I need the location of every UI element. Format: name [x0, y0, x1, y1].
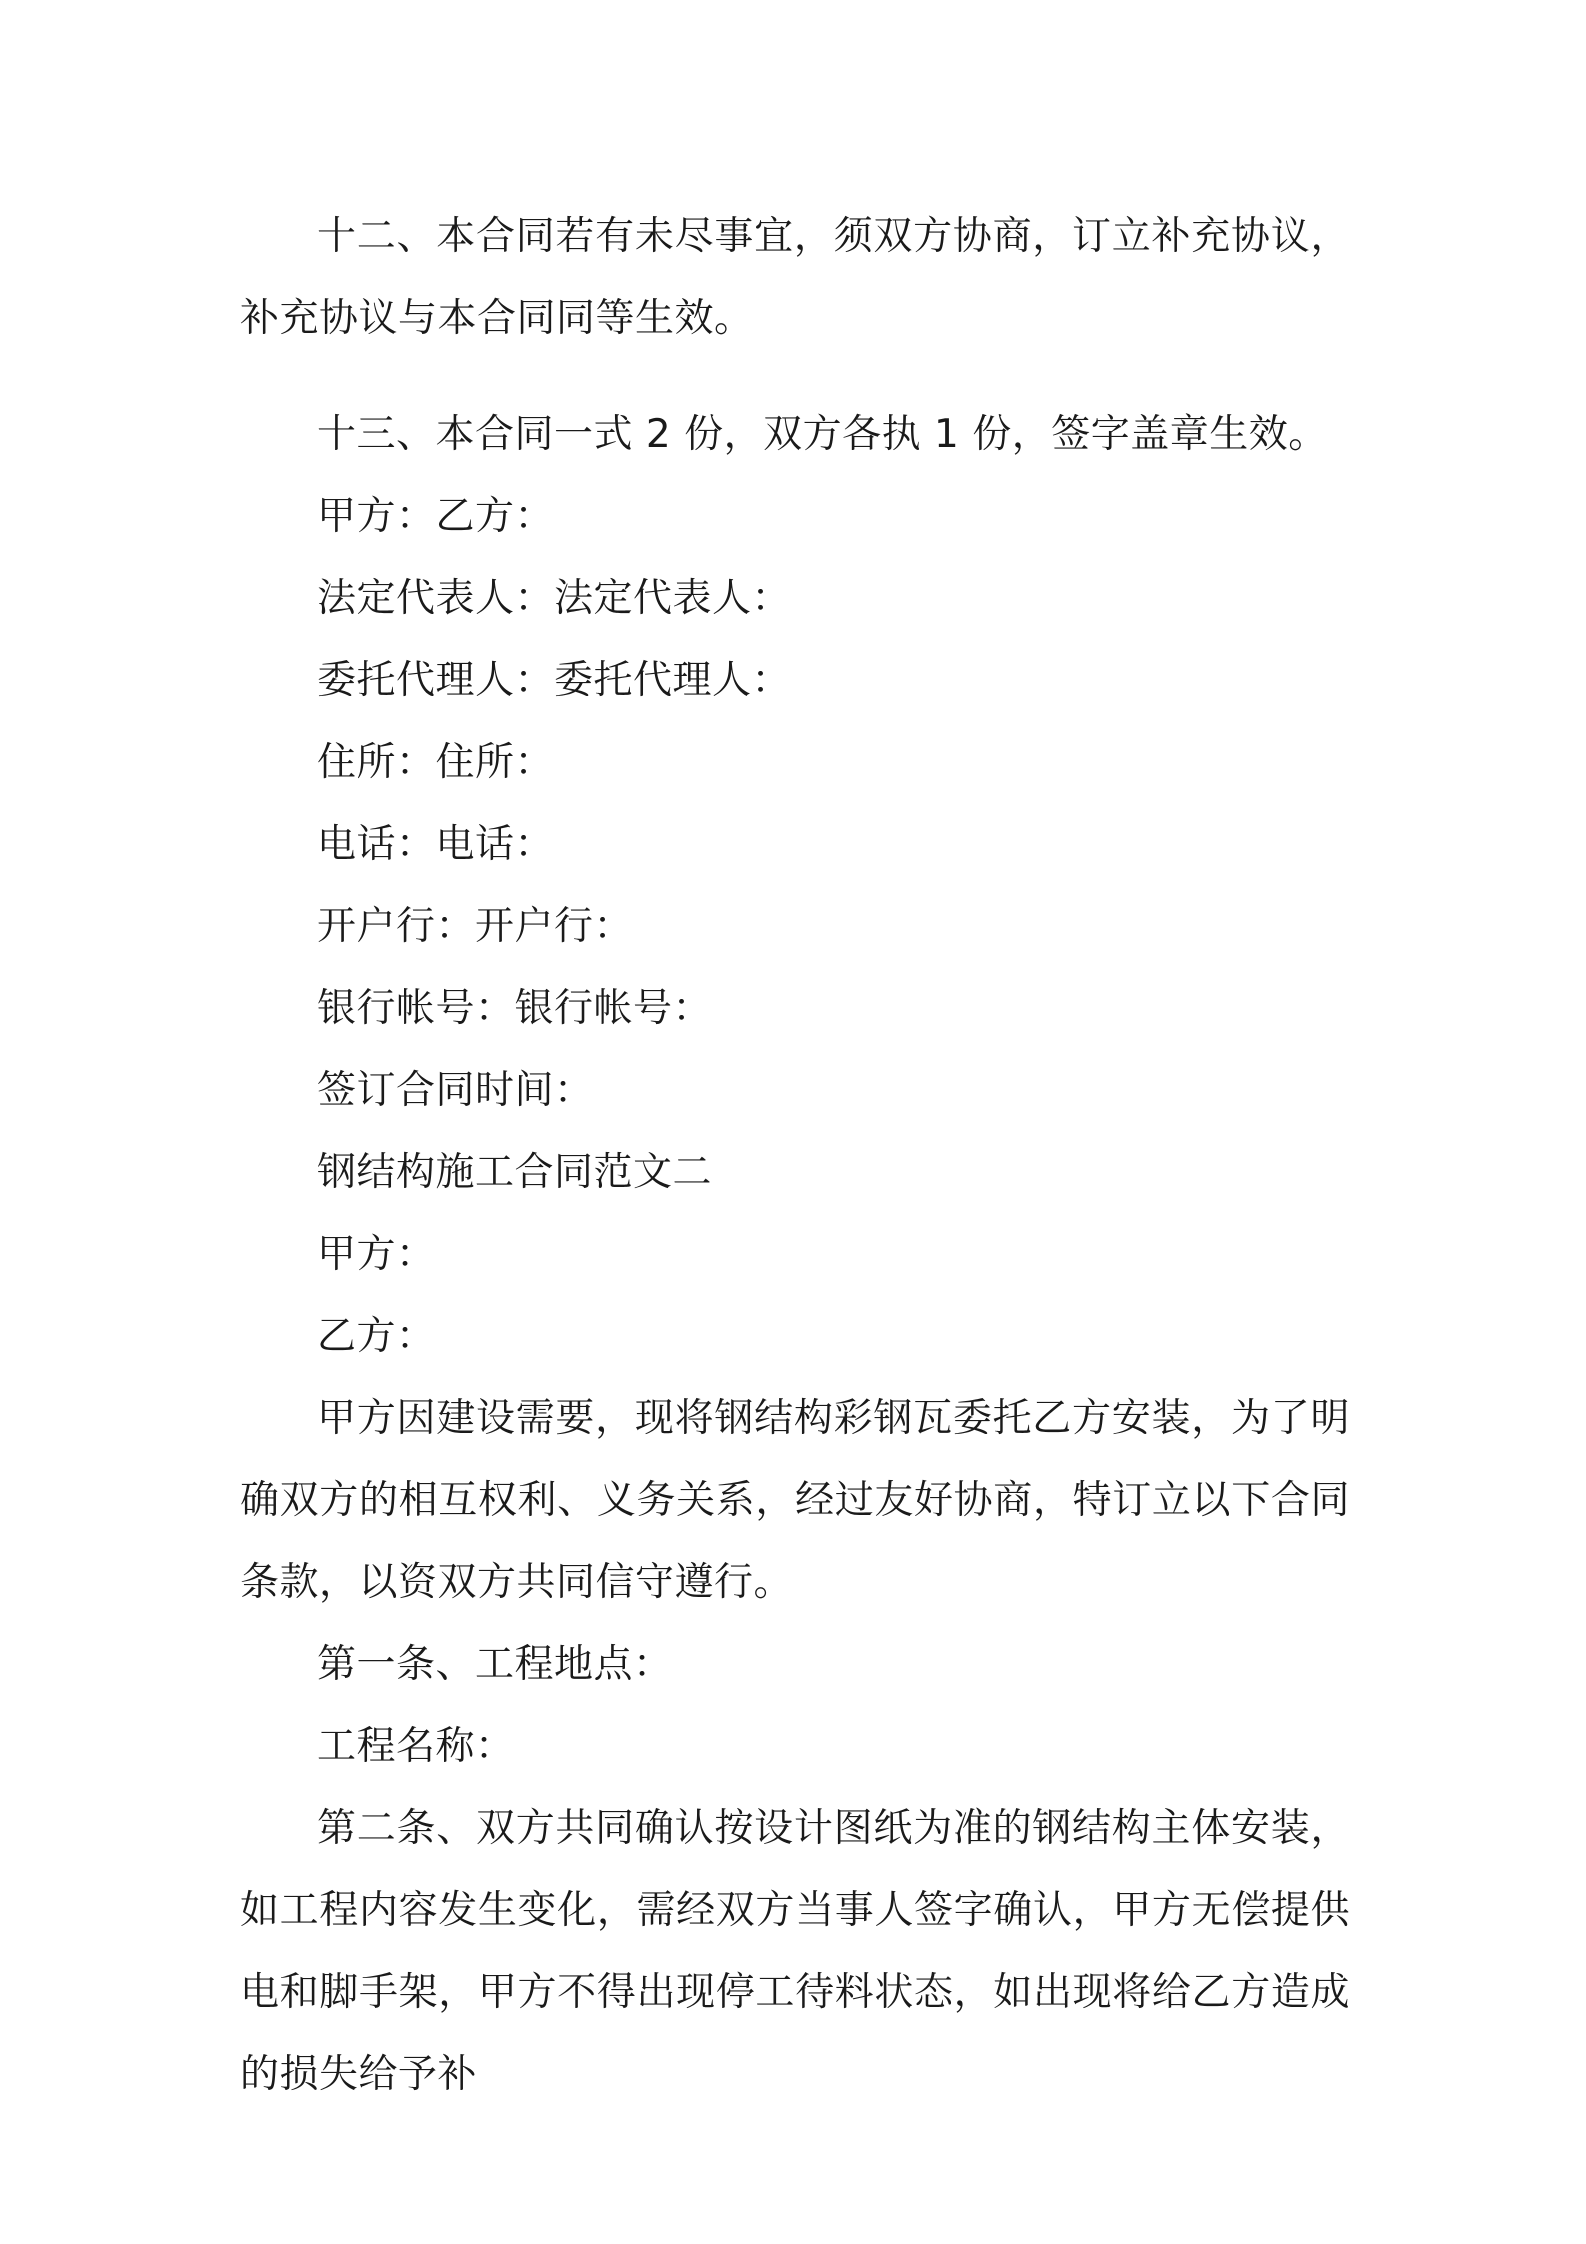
- document-body: [240, 196, 1350, 2116]
- clause-13: 十三、本合同一式 2 份，双方各执 1 份，签字盖章生效。: [317, 412, 1328, 457]
- section-title: 钢结构施工合同范文二: [317, 1150, 713, 1195]
- party-a-line: 甲方：: [317, 1232, 436, 1277]
- project-name-line: 工程名称：: [317, 1724, 515, 1769]
- authorized-agent-line: 委托代理人：委托代理人：: [317, 658, 792, 703]
- bank-line: 开户行：开户行：: [317, 904, 634, 949]
- clause-12: 十二、本合同若有未尽事宜，须双方协商，订立补充协议，补充协议与本合同同等生效。: [240, 214, 1350, 341]
- bank-account-line: 银行帐号：银行帐号：: [317, 986, 713, 1031]
- party-line: 甲方：乙方：: [317, 494, 555, 539]
- article-2-paragraph: 第二条、双方共同确认按设计图纸为准的钢结构主体安装，如工程内容发生变化，需经双方当事人签字确认，甲方无偿提供电和脚手架，甲方不得出现停工待料状态，如出现将给乙方造成的损失给予补: [240, 1806, 1350, 2097]
- preamble-paragraph: 甲方因建设需要，现将钢结构彩钢瓦委托乙方安装，为了明确双方的相互权利、义务关系，经过友好协商，特订立以下合同条款，以资双方共同信守遵行。: [240, 1396, 1350, 1605]
- address-line: 住所：住所：: [317, 740, 555, 785]
- signing-date-line: 签订合同时间：: [317, 1068, 594, 1113]
- phone-line: 电话：电话：: [317, 822, 555, 867]
- legal-representative-line: 法定代表人：法定代表人：: [317, 576, 792, 621]
- article-1-line: 第一条、工程地点：: [317, 1642, 673, 1687]
- party-b-line: 乙方：: [317, 1314, 436, 1359]
